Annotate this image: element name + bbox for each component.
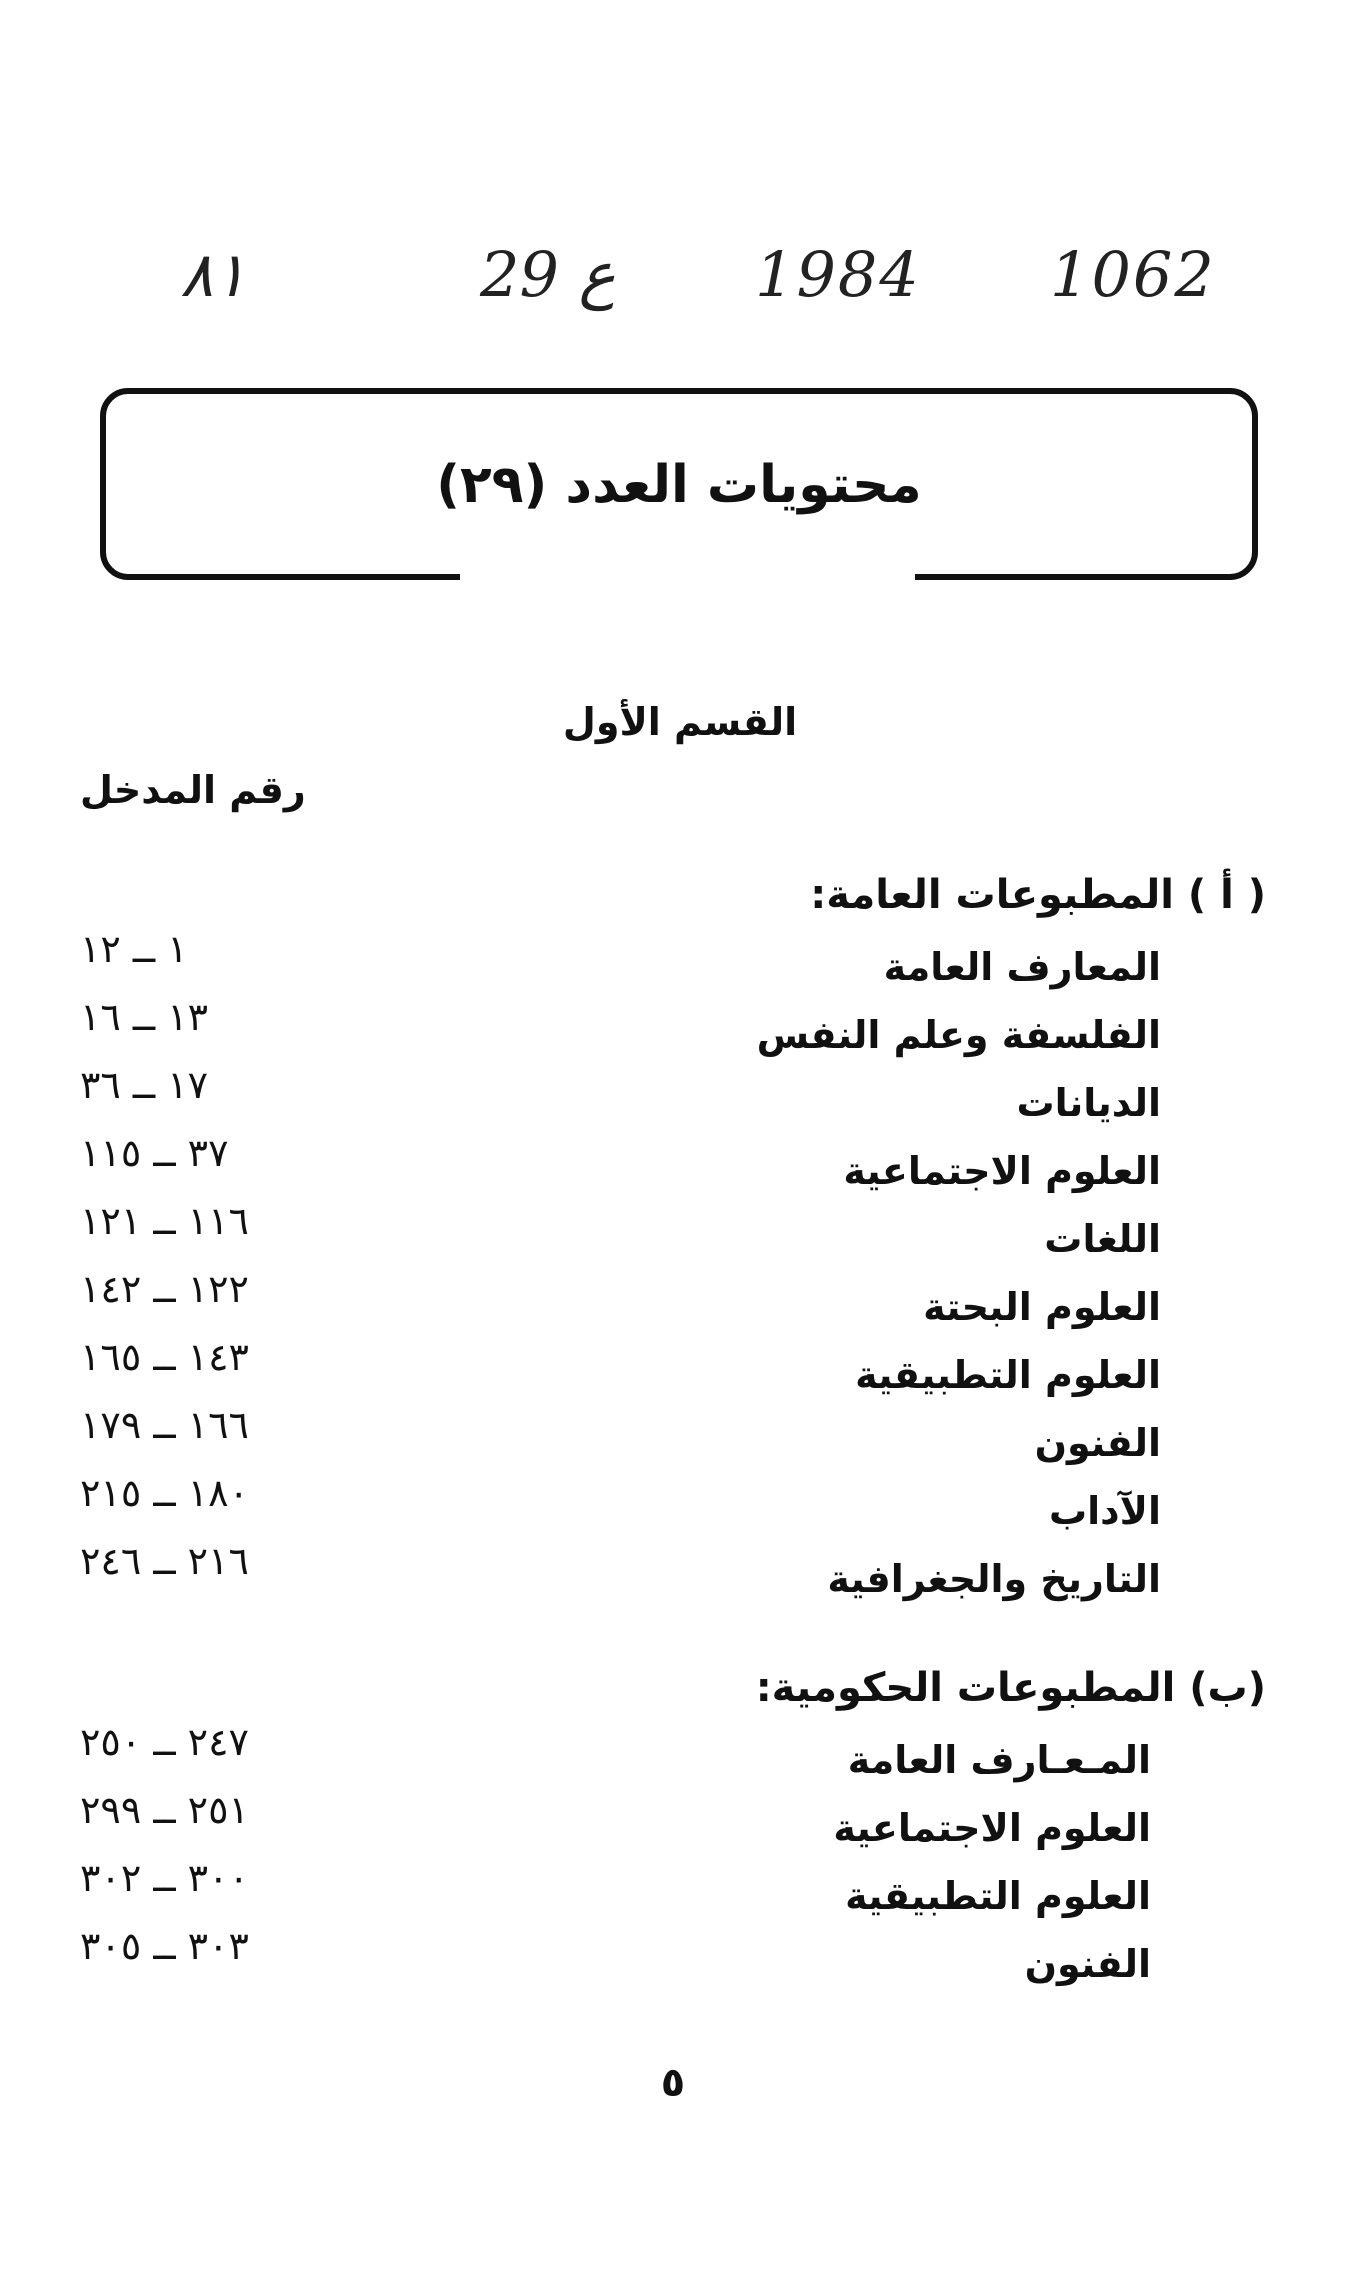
subject-label: العلوم الاجتماعية [833,1806,1151,1850]
subject-label: الفنون [1034,1421,1161,1465]
subject-label: العلوم البحتة [923,1285,1161,1329]
entry-range: ١٤٣ ــ ١٦٥ [80,1335,249,1379]
entry-range: ٢٥١ ــ ٢٩٩ [80,1788,249,1832]
subject-label: العلوم التطبيقية [845,1874,1151,1918]
list-item [0,1924,1346,2002]
handwritten-year: 1984 [755,238,921,311]
page-number: ٥ [660,2060,686,2106]
subject-label: المـعـارف العامة [847,1738,1151,1782]
entry-range: ٢٤٧ ــ ٢٥٠ [80,1720,249,1764]
group-a-heading: ( أ ) المطبوعات العامة: [810,872,1266,918]
subject-label: الديانات [1016,1081,1161,1125]
subject-label: الآداب [1048,1489,1161,1533]
title-frame-gap [460,570,915,590]
handwritten-note-2: 29 ع [480,238,616,311]
entry-range: ١٧ ــ ٣٦ [80,1063,209,1107]
subject-label: المعارف العامة [883,945,1161,989]
entry-range: ١ ــ ١٢ [80,927,188,971]
handwritten-note-4: 1062 [1050,238,1216,311]
subject-label: الفلسفة وعلم النفس [756,1013,1161,1057]
subject-label: الفنون [1024,1942,1151,1986]
entry-range: ١٦٦ ــ ١٧٩ [80,1403,249,1447]
entry-number-header: رقم المدخل [80,768,306,812]
entry-range: ١٣ ــ ١٦ [80,995,209,1039]
entry-range: ١٢٢ ــ ١٤٢ [80,1267,249,1311]
entry-range: ٣٠٠ ــ ٣٠٢ [80,1856,249,1900]
handwritten-note-1: ٨١ [180,238,247,311]
entry-range: ١٨٠ ــ ٢١٥ [80,1471,249,1515]
entry-range: ٣٠٣ ــ ٣٠٥ [80,1924,249,1968]
page-title: محتويات العدد (٢٩) [436,455,922,515]
subject-label: التاريخ والجغرافية [827,1557,1161,1601]
group-b-heading: (ب) المطبوعات الحكومية: [755,1665,1266,1711]
subject-label: اللغات [1044,1217,1161,1261]
entry-range: ٣٧ ــ ١١٥ [80,1131,229,1175]
list-item [0,1539,1346,1617]
entry-range: ١١٦ ــ ١٢١ [80,1199,249,1243]
entry-range: ٢١٦ ــ ٢٤٦ [80,1539,249,1583]
section-title: القسم الأول [562,700,798,744]
subject-label: العلوم التطبيقية [855,1353,1161,1397]
subject-label: العلوم الاجتماعية [843,1149,1161,1193]
